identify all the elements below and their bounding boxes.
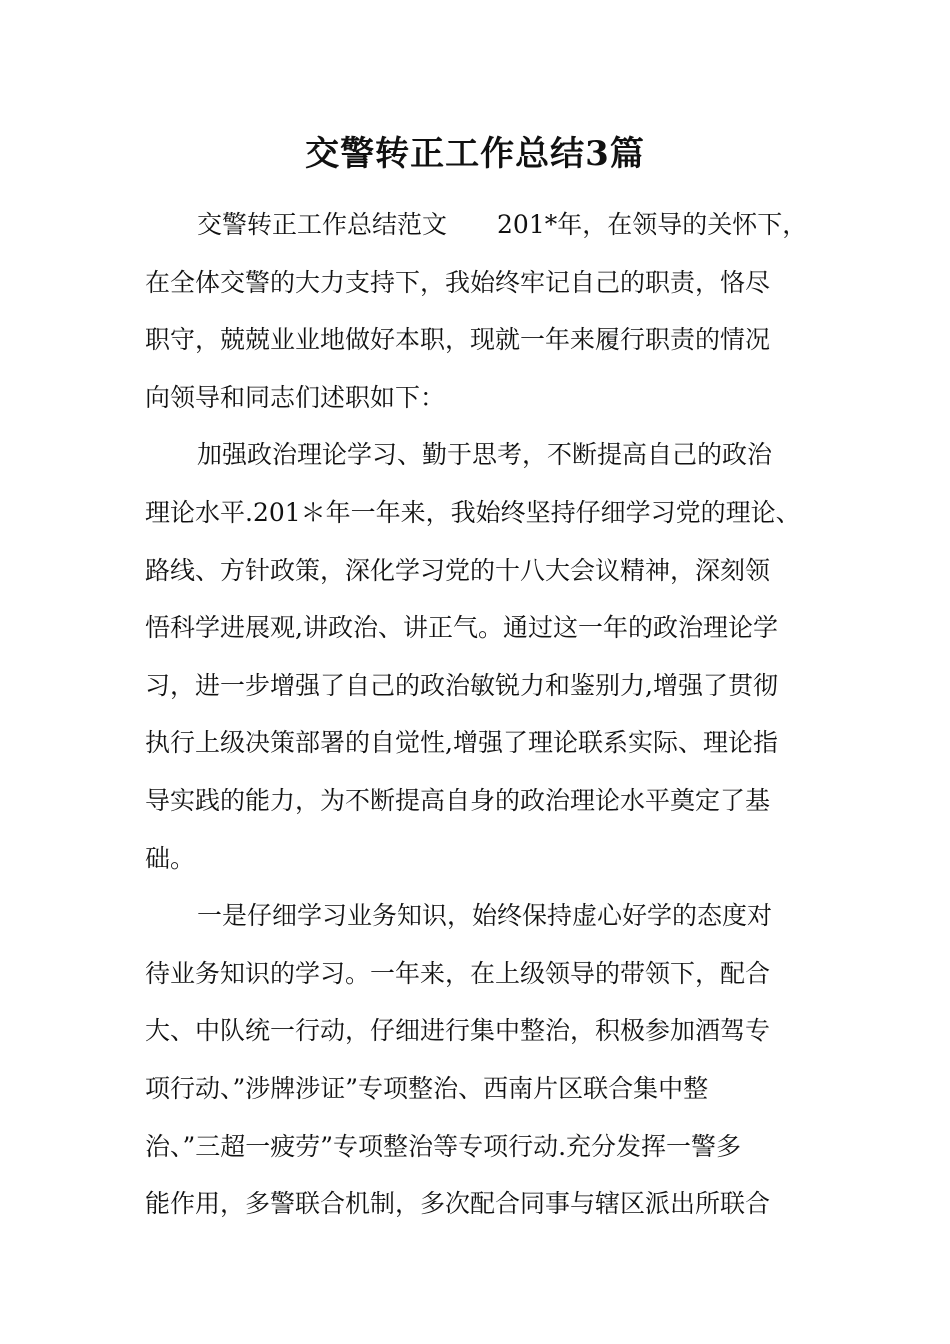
text-line: 能作用，多警联合机制，多次配合同事与辖区派出所联合 (145, 1189, 771, 1219)
text-line (145, 196, 807, 254)
document-body (145, 196, 807, 1233)
text-line: 向领导和同志们述职如下： (145, 382, 446, 412)
text-line: 理论水平.201＊年一年来，我始终坚持仔细学习党的理论、 (145, 497, 801, 527)
paragraph-politics (145, 426, 807, 887)
text-line: 路线、方针政策，深化学习党的十八大会议精神，深刻领 (145, 555, 771, 585)
text-line: 待业务知识的学习。一年来，在上级领导的带领下，配合 (145, 958, 771, 988)
text-line: 治、”三超一疲劳”专项整治等专项行动.充分发挥一警多 (145, 1131, 742, 1161)
paragraph-business (145, 887, 807, 1233)
text-line: 大、中队统一行动，仔细进行集中整治，积极参加酒驾专 (145, 1016, 771, 1046)
text-line: 执行上级决策部署的自觉性,增强了理论联系实际、理论指 (145, 728, 778, 758)
text-line: 习，进一步增强了自己的政治敏锐力和鉴别力,增强了贯彻 (145, 670, 778, 700)
text-line: 础。 (145, 843, 196, 873)
document-title: 交警转正工作总结3篇 (305, 134, 645, 174)
text-line-year: 201*年，在领导的关怀下， (497, 210, 808, 239)
text-line: 导实践的能力，为不断提高自身的政治理论水平奠定了基 (145, 785, 771, 815)
text-line: 加强政治理论学习、勤于思考，不断提高自己的政治 (197, 440, 773, 470)
text-line-heading: 交警转正工作总结范文 (197, 210, 448, 239)
text-line: 一是仔细学习业务知识，始终保持虚心好学的态度对 (197, 901, 773, 931)
paragraph-intro (145, 196, 807, 426)
text-line: 悟科学进展观,讲政治、讲正气。通过这一年的政治理论学 (145, 613, 778, 643)
text-line: 在全体交警的大力支持下，我始终牢记自己的职责，恪尽 (145, 267, 771, 297)
text-line: 项行动、”涉牌涉证”专项整治、西南片区联合集中整 (145, 1073, 709, 1103)
text-line: 职守，兢兢业业地做好本职，现就一年来履行职责的情况 (145, 325, 771, 355)
